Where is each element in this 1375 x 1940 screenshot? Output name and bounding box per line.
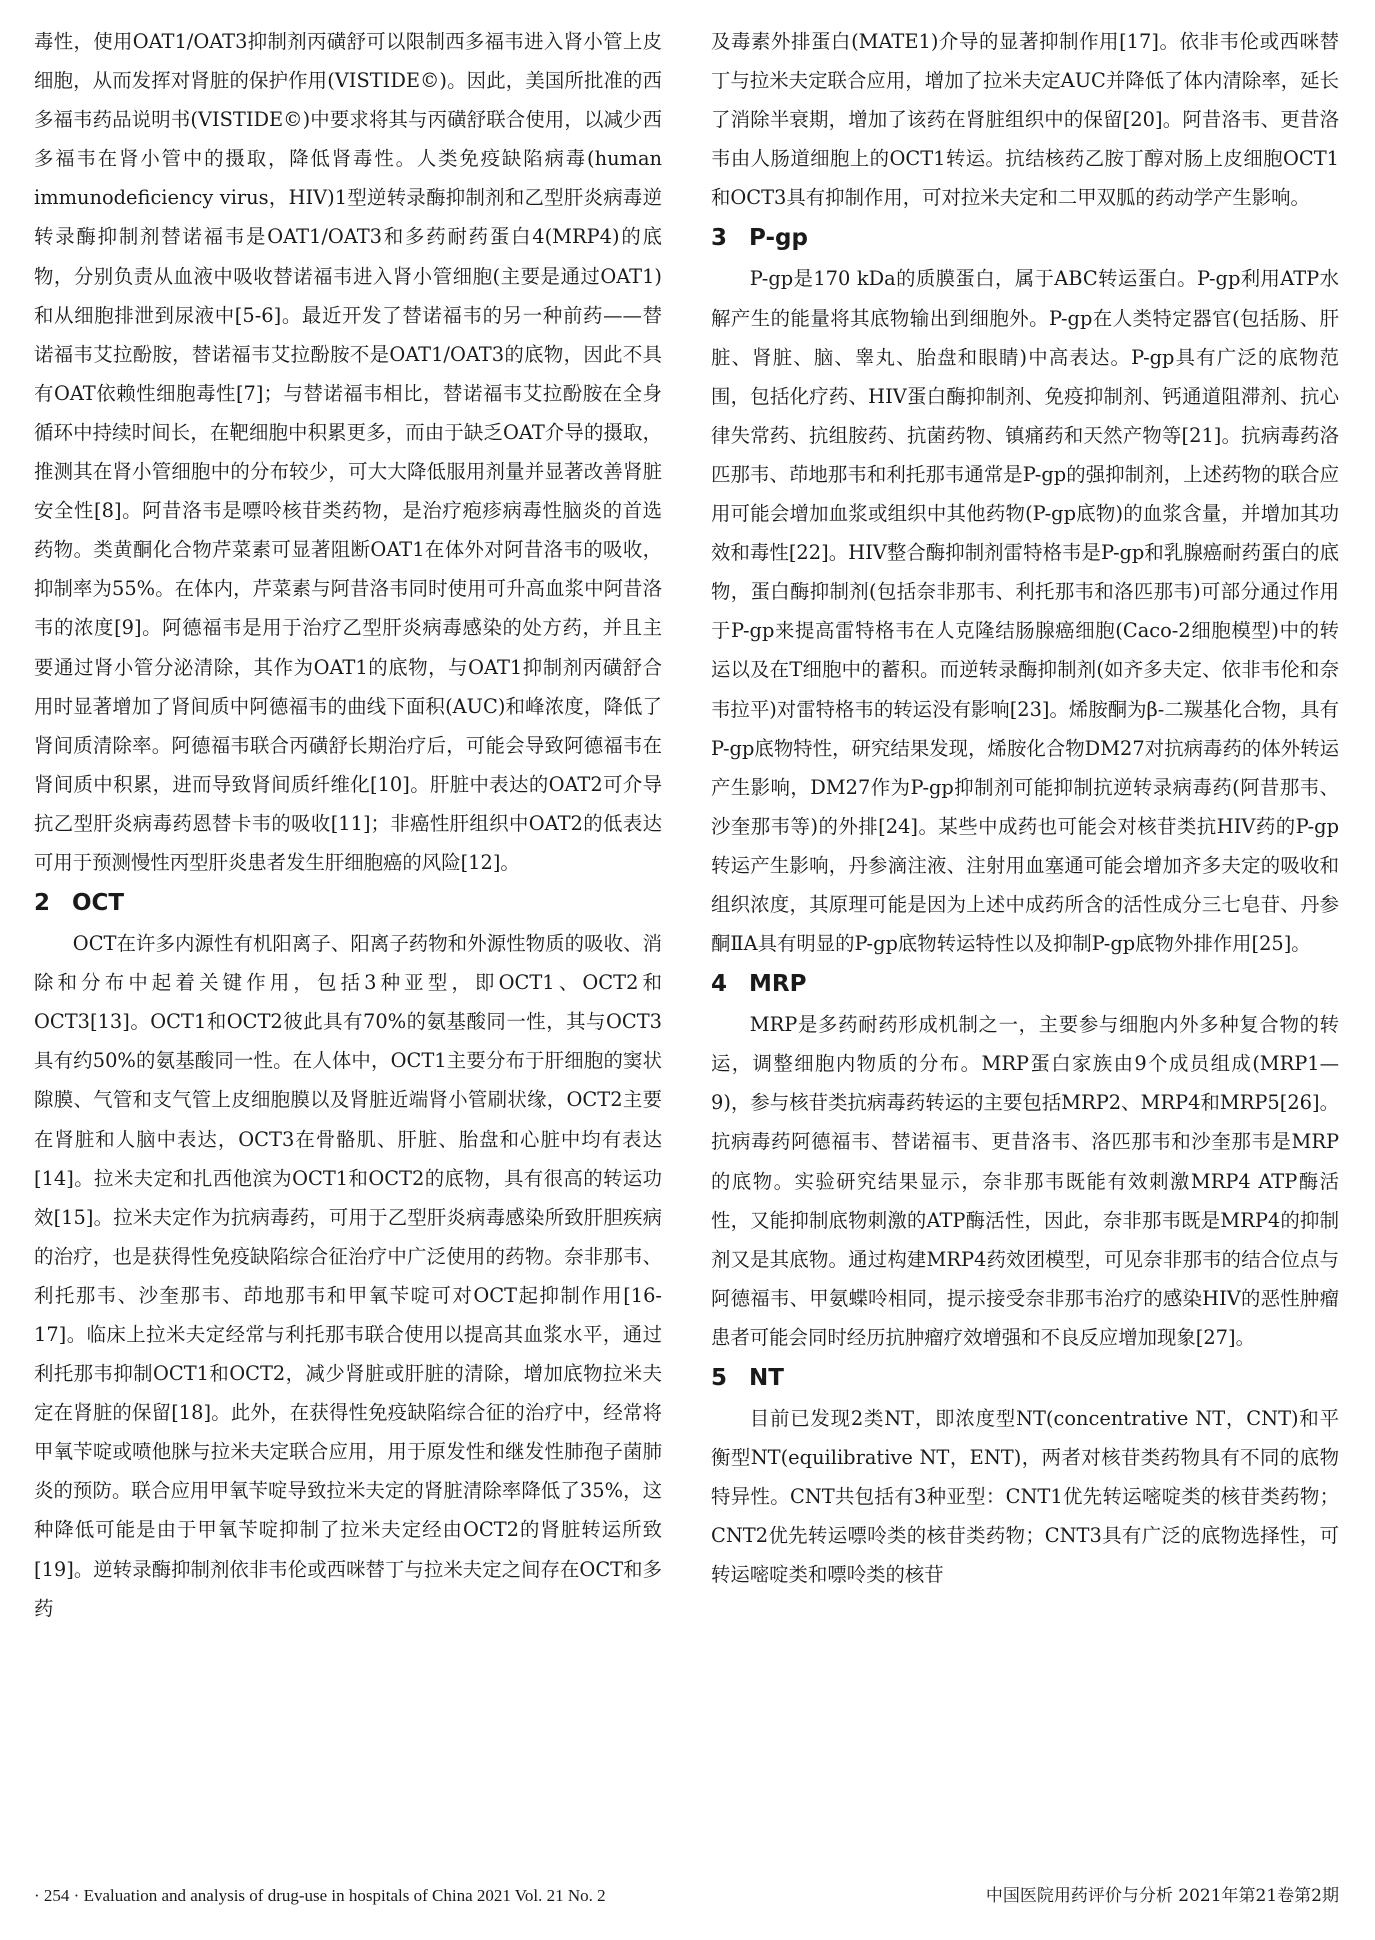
section-title: NT — [749, 1365, 784, 1391]
section-heading-oct — [34, 882, 662, 924]
section-heading-nt — [711, 1357, 1339, 1399]
left-paragraph-continuation: 毒性，使用OAT1/OAT3抑制剂丙磺舒可以限制西多福韦进入肾小管上皮细胞，从而发挥对肾脏的保护作用(VISTIDE©)。因此，美国所批准的西多福韦药品说明书(VISTIDE©)中要求将其与丙磺舒联合使用，以减少西多福韦在肾小管中的摄取，降低肾毒性。人类免疫缺陷病毒(human immunodeficiency virus，HIV)1型逆转录酶抑制剂和乙型肝炎病毒逆转录酶抑制剂替诺福韦是OAT1/OAT3和多药耐药蛋白4(MRP4)的底物，分别负责从血液中吸收替诺福韦进入肾小管细胞(主要是通过OAT1)和从细胞排泄到尿液中[5-6]。最近开发了替诺福韦的另一种前药——替诺福韦艾拉酚胺，替诺福韦艾拉酚胺不是OAT1/OAT3的底物，因此不具有OAT依赖性细胞毒性[7]；与替诺福韦相比，替诺福韦艾拉酚胺在全身循环中持续时间长，在靶细胞中积累更多，而由于缺乏OAT介导的摄取，推测其在肾小管细胞中的分布较少，可大大降低服用剂量并显著改善肾脏安全性[8]。阿昔洛韦是嘌呤核苷类药物，是治疗疱疹病毒性脑炎的首选药物。类黄酮化合物芹菜素可显著阻断OAT1在体外对阿昔洛韦的吸收，抑制率为55%。在体内，芹菜素与阿昔洛韦同时使用可升高血浆中阿昔洛韦的浓度[9]。阿德福韦是用于治疗乙型肝炎病毒感染的处方药，并且主要通过肾小管分泌清除，其作为OAT1的底物，与OAT1抑制剂丙磺舒合用时显著增加了肾间质中阿德福韦的曲线下面积(AUC)和峰浓度，降低了肾间质清除率。阿德福韦联合丙磺舒长期治疗后，可能会导致阿德福韦在肾间质中积累，进而导致肾间质纤维化[10]。肝脏中表达的OAT2可介导抗乙型肝炎病毒药恩替卡韦的吸收[11]；非癌性肝组织中OAT2的低表达可用于预测慢性丙型肝炎患者发生肝细胞癌的风险[12]。 — [34, 30, 662, 874]
mrp-paragraph: MRP是多药耐药形成机制之一，主要参与细胞内外多种复合物的转运，调整细胞内物质的分布。MRP蛋白家族由9个成员组成(MRP1—9)，参与核苷类抗病毒药转运的主要包括MRP2、MRP4和MRP5[26]。抗病毒药阿德福韦、替诺福韦、更昔洛韦、洛匹那韦和沙奎那韦是MRP的底物。实验研究结果显示，奈非那韦既能有效刺激MRP4 ATP酶活性，又能抑制底物刺激的ATP酶活性，因此，奈非那韦既是MRP4的抑制剂又是其底物。通过构建MRP4药效团模型，可见奈非那韦的结合位点与阿德福韦、甲氨蝶呤相同，提示接受奈非那韦治疗的感染HIV的恶性肿瘤患者可能会同时经历抗肿瘤疗效增强和不良反应增加现象[27]。 — [711, 1013, 1339, 1349]
nt-paragraph: 目前已发现2类NT，即浓度型NT(concentrative NT，CNT)和平衡型NT(equilibrative NT，ENT)，两者对核苷类药物具有不同的底物特异性。CNT共包括有3种亚型：CNT1优先转运嘧啶类的核苷类药物；CNT2优先转运嘌呤类的核苷类药物；CNT3具有广泛的底物选择性，可转运嘧啶类和嘌呤类的核苷 — [711, 1407, 1339, 1587]
footer-journal-chinese: 中国医院用药评价与分析 2021年第21卷第2期 — [985, 1886, 1339, 1906]
page-footer — [34, 1884, 1339, 1908]
left-column — [34, 22, 662, 1628]
footer-journal-english: · 254 · Evaluation and analysis of drug-use in hospitals of China 2021 Vol. 21 No. 2 — [34, 1886, 606, 1905]
section-title: OCT — [72, 890, 125, 917]
section-number: 3 — [711, 225, 728, 252]
right-column — [711, 22, 1339, 1594]
section-title: P-gp — [749, 225, 808, 252]
section-title: MRP — [749, 971, 807, 998]
pgp-paragraph: P-gp是170 kDa的质膜蛋白，属于ABC转运蛋白。P-gp利用ATP水解产生的能量将其底物输出到细胞外。P-gp在人类特定器官(包括肠、肝脏、肾脏、脑、睾丸、胎盘和眼睛)中高表达。P-gp具有广泛的底物范围，包括化疗药、HIV蛋白酶抑制剂、免疫抑制剂、钙通道阻滞剂、抗心律失常药、抗组胺药、抗菌药物、镇痛药和天然产物等[21]。抗病毒药洛匹那韦、茚地那韦和利托那韦通常是P-gp的强抑制剂，上述药物的联合应用可能会增加血浆或组织中其他药物(P-gp底物)的血浆含量，并增加其功效和毒性[22]。HIV整合酶抑制剂雷特格韦是P-gp和乳腺癌耐药蛋白的底物，蛋白酶抑制剂(包括奈非那韦、利托那韦和洛匹那韦)可部分通过作用于P-gp来提高雷特格韦在人克隆结肠腺癌细胞(Caco-2细胞模型)中的转运以及在T细胞中的蓄积。而逆转录酶抑制剂(如齐多夫定、依非韦伦和奈韦拉平)对雷特格韦的转运没有影响[23]。烯胺酮为β-二羰基化合物，具有P-gp底物特性，研究结果发现，烯胺化合物DM27对抗病毒药的体外转运产生影响，DM27作为P-gp抑制剂可能抑制抗逆转录病毒药(阿昔那韦、沙奎那韦等)的外排[24]。某些中成药也可能会对核苷类抗HIV药的P-gp转运产生影响，丹参滴注液、注射用血塞通可能会增加齐多夫定的吸收和组织浓度，其原理可能是因为上述中成药所含的活性成分三七皂苷、丹参酮ⅡA具有明显的P-gp底物转运特性以及抑制P-gp底物外排作用[25]。 — [711, 267, 1339, 956]
right-paragraph-continuation: 及毒素外排蛋白(MATE1)介导的显著抑制作用[17]。依非韦伦或西咪替丁与拉米夫定联合应用，增加了拉米夫定AUC并降低了体内清除率，延长了消除半衰期，增加了该药在肾脏组织中的保留[20]。阿昔洛韦、更昔洛韦由人肠道细胞上的OCT1转运。抗结核药乙胺丁醇对肠上皮细胞OCT1和OCT3具有抑制作用，可对拉米夫定和二甲双胍的药动学产生影响。 — [711, 30, 1339, 210]
section-number: 2 — [34, 890, 51, 917]
section-number: 5 — [711, 1365, 728, 1391]
section-number: 4 — [711, 971, 728, 998]
section-heading-pgp — [711, 217, 1339, 259]
section-heading-mrp — [711, 963, 1339, 1005]
oct-paragraph: OCT在许多内源性有机阳离子、阳离子药物和外源性物质的吸收、消除和分布中起着关键作用，包括3种亚型，即OCT1、OCT2和OCT3[13]。OCT1和OCT2彼此具有70%的氨基酸同一性，其与OCT3具有约50%的氨基酸同一性。在人体中，OCT1主要分布于肝细胞的窦状隙膜、气管和支气管上皮细胞膜以及肾脏近端肾小管刷状缘，OCT2主要在肾脏和人脑中表达，OCT3在骨骼肌、肝脏、胎盘和心脏中均有表达[14]。拉米夫定和扎西他滨为OCT1和OCT2的底物，具有很高的转运功效[15]。拉米夫定作为抗病毒药，可用于乙型肝炎病毒感染所致肝胆疾病的治疗，也是获得性免疫缺陷综合征治疗中广泛使用的药物。奈非那韦、利托那韦、沙奎那韦、茚地那韦和甲氧苄啶可对OCT起抑制作用[16-17]。临床上拉米夫定经常与利托那韦联合使用以提高其血浆水平，通过利托那韦抑制OCT1和OCT2，减少肾脏或肝脏的清除，增加底物拉米夫定在肾脏的保留[18]。此外，在获得性免疫缺陷综合征的治疗中，经常将甲氧苄啶或喷他脒与拉米夫定联合应用，用于原发性和继发性肺孢子菌肺炎的预防。联合应用甲氧苄啶导致拉米夫定的肾脏清除率降低了35%，这种降低可能是由于甲氧苄啶抑制了拉米夫定经由OCT2的肾脏转运所致[19]。逆转录酶抑制剂依非韦伦或西咪替丁与拉米夫定之间存在OCT和多药 — [34, 932, 662, 1620]
